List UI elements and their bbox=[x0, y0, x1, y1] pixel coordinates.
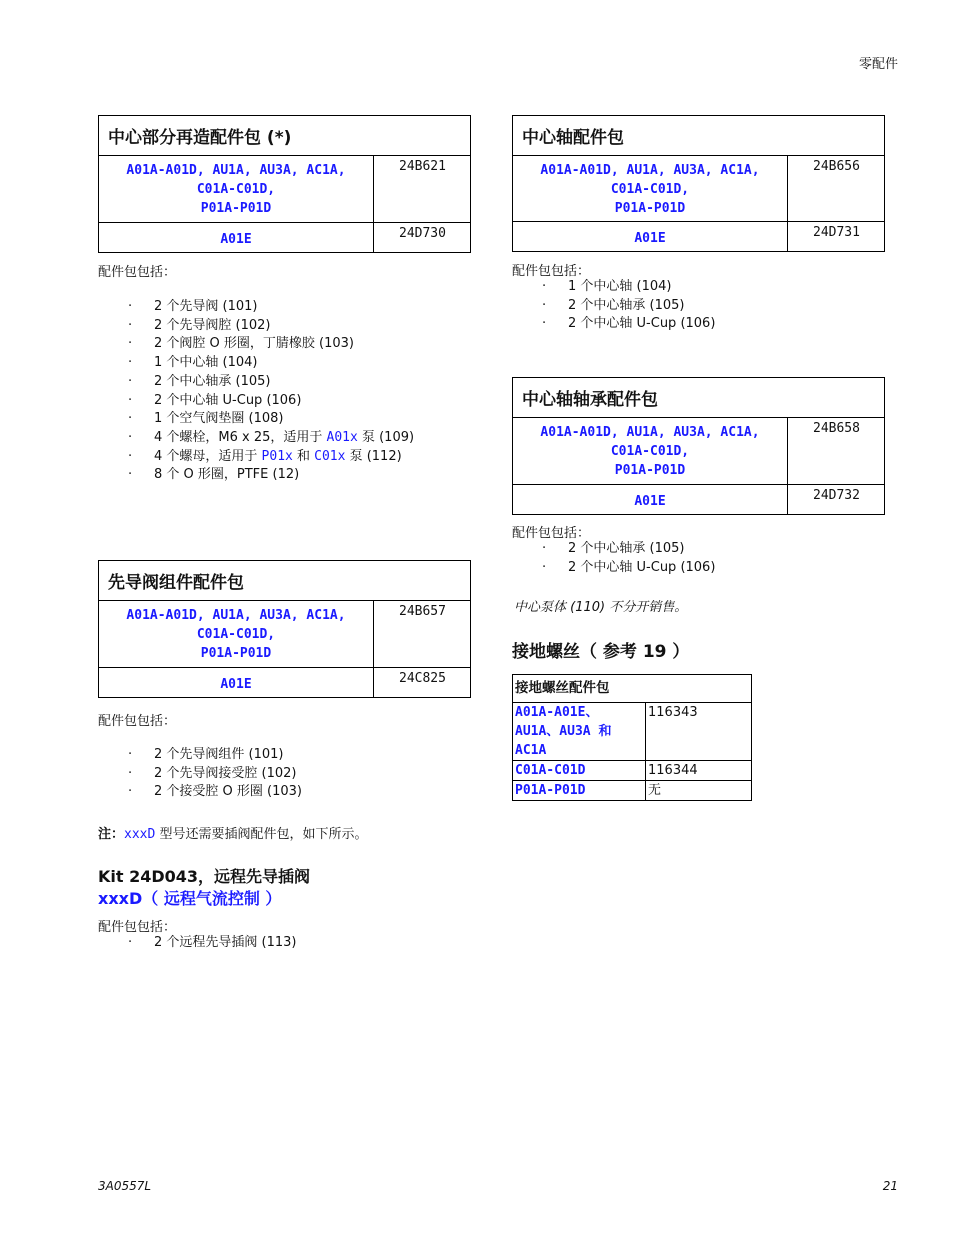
kit-title: 中心部分再造配件包 (*) bbox=[99, 116, 471, 156]
list-item: · 2 个先导阀组件 (101) bbox=[128, 746, 302, 765]
part-number: 无 bbox=[646, 781, 752, 801]
model-link[interactable]: P01A-P01D bbox=[515, 783, 586, 798]
list-item: · 2 个中心轴 U-Cup (106) bbox=[542, 559, 715, 578]
model-link[interactable]: A01A-A01D, AU1A, AU3A, AC1A, bbox=[126, 608, 346, 623]
part-number: 24D730 bbox=[374, 223, 471, 253]
kit-title: 先导阀组件配件包 bbox=[99, 561, 471, 601]
note-label: 注： bbox=[98, 827, 125, 842]
part-number: 24B657 bbox=[374, 601, 471, 668]
kit-models-cell bbox=[99, 156, 374, 223]
part-number: 24B621 bbox=[374, 156, 471, 223]
note-text: 型号还需要插阀配件包，如下所示。 bbox=[155, 827, 368, 842]
includes-label: 配件包包括： bbox=[98, 714, 177, 729]
includes-label: 配件包包括： bbox=[512, 526, 591, 541]
remote-kit-items bbox=[128, 934, 297, 953]
kit-models-cell bbox=[513, 485, 788, 515]
model-link[interactable]: AU1A、AU3A 和 bbox=[515, 724, 612, 739]
model-link[interactable]: A01E bbox=[220, 232, 252, 247]
list-item: · 2 个接受腔 O 形圈 (103) bbox=[128, 783, 302, 802]
list-item: · 2 个先导阀 (101) bbox=[128, 298, 414, 317]
kit-models-cell bbox=[513, 156, 788, 222]
part-number: 24C825 bbox=[374, 668, 471, 698]
model-link[interactable]: P01x bbox=[261, 448, 293, 464]
model-link[interactable]: P01A-P01D bbox=[200, 646, 272, 661]
page-section-header: 零配件 bbox=[858, 57, 898, 72]
includes-label: 配件包包括： bbox=[98, 920, 177, 935]
model-link[interactable]: A01A-A01D, AU1A, AU3A, AC1A, bbox=[126, 163, 346, 178]
part-number: 24B658 bbox=[788, 418, 885, 485]
list-item: · 2 个远程先导插阀 (113) bbox=[128, 934, 297, 953]
list-item: · 1 个空气阀垫圈 (108) bbox=[128, 410, 414, 429]
document-id: 3A0557L bbox=[98, 1179, 152, 1193]
center-bearing-items bbox=[542, 540, 715, 577]
list-item: · 2 个先导阀腔 (102) bbox=[128, 317, 414, 336]
list-item: · 4 个螺栓，M6 x 25，适用于 A01x 泵 (109) bbox=[128, 429, 414, 448]
center-rebuild-items bbox=[128, 298, 414, 485]
list-item: · 4 个螺母，适用于 P01x 和 C01x 泵 (112) bbox=[128, 448, 414, 467]
center-shaft-kit-table bbox=[512, 115, 885, 252]
list-item: · 2 个中心轴承 (105) bbox=[542, 540, 715, 559]
model-link[interactable]: A01E bbox=[634, 231, 666, 246]
kit-models-cell bbox=[99, 601, 374, 668]
kit-title: 中心轴配件包 bbox=[513, 116, 885, 156]
kit-models-cell bbox=[513, 418, 788, 485]
kit-models-cell bbox=[513, 222, 788, 252]
remote-kit-title: Kit 24D043，远程先导插阀 bbox=[98, 867, 311, 886]
kit-models-cell bbox=[99, 223, 374, 253]
part-number: 24D732 bbox=[788, 485, 885, 515]
model-link[interactable]: AC1A bbox=[515, 743, 547, 758]
model-link[interactable]: A01A-A01D, AU1A, AU3A, AC1A, bbox=[540, 425, 760, 440]
list-item: · 2 个中心轴承 (105) bbox=[542, 297, 715, 316]
part-number: 116344 bbox=[646, 761, 752, 781]
includes-label: 配件包包括： bbox=[512, 264, 591, 279]
part-number: 116343 bbox=[646, 703, 752, 761]
list-item: · 2 个中心轴承 (105) bbox=[128, 373, 414, 392]
model-link[interactable]: A01A-A01D, AU1A, AU3A, AC1A, bbox=[540, 163, 760, 178]
model-link[interactable]: A01E bbox=[220, 677, 252, 692]
list-item: · 8 个 O 形圈，PTFE (12) bbox=[128, 466, 414, 485]
center-rebuild-kit-table bbox=[98, 115, 471, 253]
list-item: · 2 个中心轴 U-Cup (106) bbox=[128, 392, 414, 411]
remote-kit-subtitle[interactable]: xxxD（ 远程气流控制 ） bbox=[98, 889, 282, 908]
model-link[interactable]: P01A-P01D bbox=[614, 201, 686, 216]
model-link[interactable]: C01A-C01D bbox=[515, 763, 586, 778]
kit-models-cell bbox=[513, 781, 646, 801]
pilot-valve-items bbox=[128, 746, 302, 802]
model-link[interactable]: C01A-C01D, bbox=[196, 182, 276, 197]
part-number: 24B656 bbox=[788, 156, 885, 222]
includes-label: 配件包包括： bbox=[98, 265, 177, 280]
pilot-valve-kit-table bbox=[98, 560, 471, 698]
kit-models-cell bbox=[513, 703, 646, 761]
list-item: · 1 个中心轴 (104) bbox=[542, 278, 715, 297]
kit-models-cell bbox=[99, 668, 374, 698]
grounding-screw-table bbox=[512, 674, 752, 801]
list-item: · 2 个先导阀接受腔 (102) bbox=[128, 765, 302, 784]
model-link[interactable]: xxxD bbox=[124, 827, 156, 842]
page-number: 21 bbox=[882, 1179, 898, 1193]
list-item: · 2 个中心轴 U-Cup (106) bbox=[542, 315, 715, 334]
part-number: 24D731 bbox=[788, 222, 885, 252]
model-link[interactable]: P01A-P01D bbox=[200, 201, 272, 216]
model-link[interactable]: A01E bbox=[634, 494, 666, 509]
list-item: · 1 个中心轴 (104) bbox=[128, 354, 414, 373]
model-note bbox=[98, 823, 367, 842]
model-link[interactable]: C01A-C01D, bbox=[610, 444, 690, 459]
center-bearing-kit-table bbox=[512, 377, 885, 515]
model-link[interactable]: C01x bbox=[314, 448, 346, 464]
grounding-screw-heading: 接地螺丝（ 参考 19 ） bbox=[512, 642, 690, 662]
model-link[interactable]: C01A-C01D, bbox=[196, 627, 276, 642]
model-link[interactable]: P01A-P01D bbox=[614, 463, 686, 478]
center-shaft-items bbox=[542, 278, 715, 334]
list-item: · 2 个阀腔 O 形圈，丁腈橡胶 (103) bbox=[128, 335, 414, 354]
center-housing-note: 中心泵体 (110) 不分开销售。 bbox=[514, 600, 688, 615]
table-title: 接地螺丝配件包 bbox=[513, 675, 752, 703]
kit-title: 中心轴轴承配件包 bbox=[513, 378, 885, 418]
model-link[interactable]: A01x bbox=[326, 429, 358, 445]
model-link[interactable]: C01A-C01D, bbox=[610, 182, 690, 197]
kit-models-cell bbox=[513, 761, 646, 781]
model-link[interactable]: A01A-A01E、 bbox=[515, 705, 599, 720]
